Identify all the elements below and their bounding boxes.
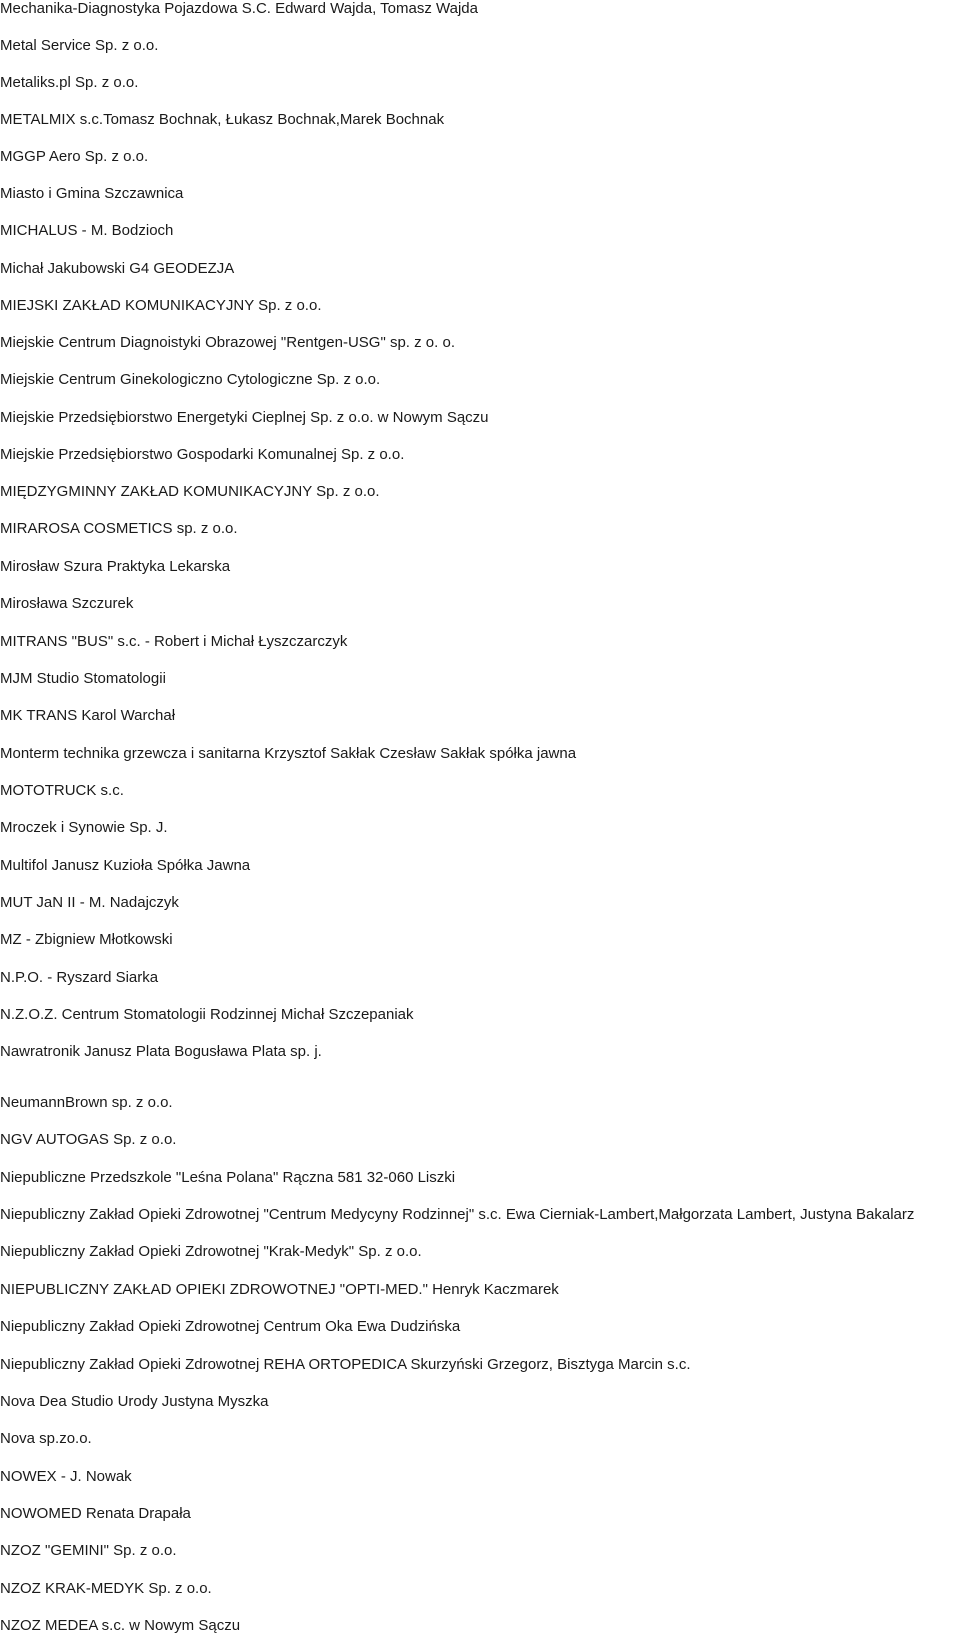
- list-item: Metal Service Sp. z o.o.: [0, 37, 159, 54]
- list-item: Miejskie Przedsiębiorstwo Gospodarki Komunalnej Sp. z o.o.: [0, 446, 405, 463]
- list-item: MGGP Aero Sp. z o.o.: [0, 148, 149, 165]
- list-item: MK TRANS Karol Warchał: [0, 707, 176, 724]
- list-item: MOTOTRUCK s.c.: [0, 782, 124, 799]
- list-item: NZOZ MEDEA s.c. w Nowym Sączu: [0, 1617, 241, 1634]
- list-item: Mechanika-Diagnostyka Pojazdowa S.C. Edward Wajda, Tomasz Wajda: [0, 0, 478, 17]
- list-item: Nawratronik Janusz Plata Bogusława Plata sp. j.: [0, 1043, 322, 1060]
- list-item: MIRAROSA COSMETICS sp. z o.o.: [0, 520, 238, 537]
- list-item: MIEJSKI ZAKŁAD KOMUNIKACYJNY Sp. z o.o.: [0, 297, 322, 314]
- list-item: Miejskie Centrum Diagnoistyki Obrazowej "Rentgen-USG" sp. z o. o.: [0, 334, 455, 351]
- list-item: Monterm technika grzewcza i sanitarna Krzysztof Sakłak Czesław Sakłak spółka jawna: [0, 745, 577, 762]
- list-item: Niepubliczny Zakład Opieki Zdrowotnej "Krak-Medyk" Sp. z o.o.: [0, 1243, 422, 1260]
- list-item: NIEPUBLICZNY ZAKŁAD OPIEKI ZDROWOTNEJ "OPTI-MED." Henryk Kaczmarek: [0, 1281, 559, 1298]
- list-item: MIĘDZYGMINNY ZAKŁAD KOMUNIKACYJNY Sp. z o.o.: [0, 483, 380, 500]
- list-item: NGV AUTOGAS Sp. z o.o.: [0, 1131, 177, 1148]
- list-item: N.P.O. - Ryszard Siarka: [0, 969, 159, 986]
- list-item: Niepubliczne Przedszkole "Leśna Polana" Rączna 581 32-060 Liszki: [0, 1169, 456, 1186]
- list-item: NOWOMED Renata Drapała: [0, 1505, 191, 1522]
- list-item: Miejskie Przedsiębiorstwo Energetyki Cieplnej Sp. z o.o. w Nowym Sączu: [0, 409, 489, 426]
- list-item: Michał Jakubowski G4 GEODEZJA: [0, 260, 235, 277]
- list-item: MJM Studio Stomatologii: [0, 670, 166, 687]
- list-item: N.Z.O.Z. Centrum Stomatologii Rodzinnej Michał Szczepaniak: [0, 1006, 414, 1023]
- list-item: Miejskie Centrum Ginekologiczno Cytologiczne Sp. z o.o.: [0, 371, 381, 388]
- list-item: Nova sp.zo.o.: [0, 1430, 92, 1447]
- list-item: Multifol Janusz Kuzioła Spółka Jawna: [0, 857, 251, 874]
- list-item: NOWEX - J. Nowak: [0, 1468, 132, 1485]
- list-item: Metaliks.pl Sp. z o.o.: [0, 74, 139, 91]
- list-item: Miasto i Gmina Szczawnica: [0, 185, 184, 202]
- list-item: METALMIX s.c.Tomasz Bochnak, Łukasz Bochnak,Marek Bochnak: [0, 111, 445, 128]
- list-item: NZOZ KRAK-MEDYK Sp. z o.o.: [0, 1580, 212, 1597]
- list-item: Mirosław Szura Praktyka Lekarska: [0, 558, 231, 575]
- list-item: MUT JaN II - M. Nadajczyk: [0, 894, 179, 911]
- list-item: Niepubliczny Zakład Opieki Zdrowotnej Centrum Oka Ewa Dudzińska: [0, 1318, 461, 1335]
- list-item: Niepubliczny Zakład Opieki Zdrowotnej REHA ORTOPEDICA Skurzyński Grzegorz, Bisztyga Marcin s.c.: [0, 1356, 691, 1373]
- list-item: NZOZ "GEMINI" Sp. z o.o.: [0, 1542, 177, 1559]
- list-item: MICHALUS - M. Bodzioch: [0, 222, 174, 239]
- list-item: Mroczek i Synowie Sp. J.: [0, 819, 168, 836]
- list-item: NeumannBrown sp. z o.o.: [0, 1094, 173, 1111]
- list-item: MITRANS "BUS" s.c. - Robert i Michał Łyszczarczyk: [0, 633, 348, 650]
- list-item: Nova Dea Studio Urody Justyna Myszka: [0, 1393, 269, 1410]
- list-item: Niepubliczny Zakład Opieki Zdrowotnej "Centrum Medycyny Rodzinnej" s.c. Ewa Cierniak-Lambert,Małgorzata Lambert, Justyna Bakalarz: [0, 1206, 915, 1223]
- list-item: Mirosława Szczurek: [0, 595, 134, 612]
- list-item: MZ - Zbigniew Młotkowski: [0, 931, 173, 948]
